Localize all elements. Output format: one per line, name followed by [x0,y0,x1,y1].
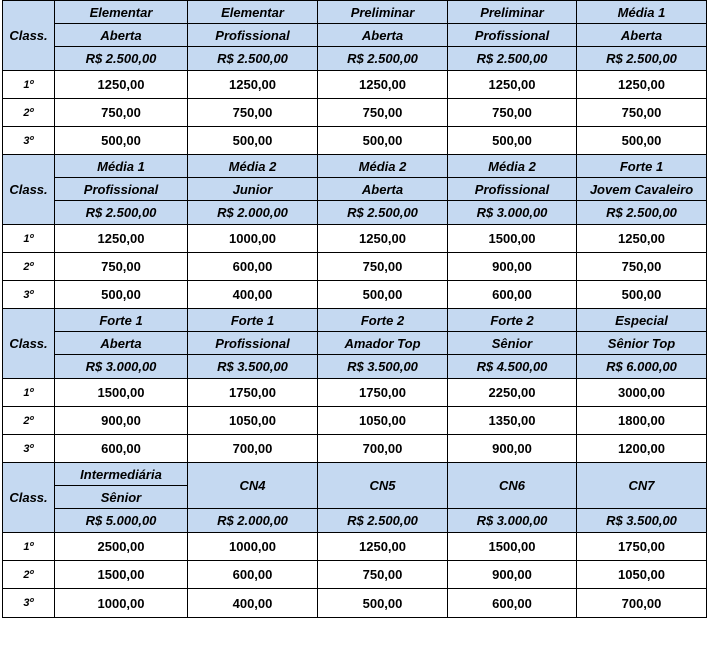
group-total-row [3,355,707,379]
group-total-row [3,509,707,533]
prize-value: 750,00 [318,99,448,127]
prize-value: 1000,00 [188,533,318,561]
category-total: R$ 3.000,00 [448,201,577,225]
class-label: Class. [3,463,55,533]
category-title-line: Forte 1 [188,309,318,332]
category-subtitle-line: Aberta [55,332,188,355]
prize-row [3,71,707,99]
category-subtitle-line: Sênior [448,332,577,355]
place-label: 3º [3,589,55,618]
prize-value: 600,00 [188,561,318,589]
prize-value: 1250,00 [318,225,448,253]
place-label: 2º [3,407,55,435]
prize-row [3,589,707,618]
prize-value: 1500,00 [448,225,577,253]
category-title-line: CN5 [318,463,448,509]
category-subtitle-line: Sênior Top [577,332,707,355]
class-label: Class. [3,309,55,379]
prize-row [3,379,707,407]
prize-value: 1500,00 [55,561,188,589]
table-body [3,1,707,618]
category-total: R$ 2.500,00 [55,47,188,71]
category-total: R$ 4.500,00 [448,355,577,379]
class-label: Class. [3,1,55,71]
prize-value: 700,00 [577,589,707,618]
group-total-row [3,47,707,71]
prize-value: 750,00 [577,253,707,281]
prize-value: 1250,00 [318,533,448,561]
category-subtitle-line: Profissional [55,178,188,201]
prize-value: 1500,00 [55,379,188,407]
prize-value: 500,00 [577,127,707,155]
prize-value: 1000,00 [188,225,318,253]
place-label: 2º [3,561,55,589]
category-subtitle-line: Aberta [577,24,707,47]
prize-value: 1250,00 [55,225,188,253]
prize-value: 1800,00 [577,407,707,435]
prize-value: 1200,00 [577,435,707,463]
prize-value: 1050,00 [318,407,448,435]
category-total: R$ 2.000,00 [188,201,318,225]
place-label: 2º [3,99,55,127]
prize-value: 2250,00 [448,379,577,407]
prize-value: 1250,00 [577,225,707,253]
category-subtitle-line: Aberta [318,24,448,47]
prize-row [3,281,707,309]
group-header-row [3,463,707,486]
prize-value: 1500,00 [448,533,577,561]
prize-value: 1250,00 [448,71,577,99]
prize-value: 1750,00 [318,379,448,407]
category-total: R$ 2.500,00 [318,201,448,225]
category-total: R$ 3.500,00 [188,355,318,379]
prize-value: 1250,00 [55,71,188,99]
category-total: R$ 3.000,00 [448,509,577,533]
category-subtitle-line: Jovem Cavaleiro [577,178,707,201]
prize-value: 750,00 [448,99,577,127]
prize-value: 750,00 [318,561,448,589]
prize-row [3,127,707,155]
prize-value: 500,00 [55,127,188,155]
prize-row [3,561,707,589]
category-total: R$ 2.000,00 [188,509,318,533]
category-title-line: Forte 1 [55,309,188,332]
prize-value: 900,00 [448,435,577,463]
prize-value: 600,00 [55,435,188,463]
category-subtitle-line: Aberta [318,178,448,201]
prize-value: 750,00 [55,99,188,127]
category-title-line: Especial [577,309,707,332]
prize-table [2,0,707,618]
category-title-line: Média 1 [55,155,188,178]
prize-value: 500,00 [448,127,577,155]
category-title-line: Média 1 [577,1,707,24]
category-total: R$ 2.500,00 [577,201,707,225]
prize-value: 600,00 [188,253,318,281]
category-subtitle-line: Junior [188,178,318,201]
prize-value: 750,00 [577,99,707,127]
category-title-line: Forte 2 [318,309,448,332]
group-header-row [3,178,707,201]
category-total: R$ 3.000,00 [55,355,188,379]
category-total: R$ 2.500,00 [318,509,448,533]
group-header-row [3,1,707,24]
prize-value: 900,00 [55,407,188,435]
prize-value: 2500,00 [55,533,188,561]
place-label: 2º [3,253,55,281]
class-label: Class. [3,155,55,225]
category-total: R$ 2.500,00 [318,47,448,71]
category-title-line: CN4 [188,463,318,509]
place-label: 1º [3,533,55,561]
category-total: R$ 3.500,00 [577,509,707,533]
prize-value: 1750,00 [188,379,318,407]
category-title-line: Forte 2 [448,309,577,332]
category-total: R$ 2.500,00 [188,47,318,71]
place-label: 1º [3,71,55,99]
prize-row [3,253,707,281]
category-total: R$ 5.000,00 [55,509,188,533]
prize-value: 750,00 [55,253,188,281]
prize-value: 500,00 [318,589,448,618]
group-header-row [3,24,707,47]
category-title-line: Preliminar [318,1,448,24]
category-title-line: CN6 [448,463,577,509]
prize-value: 700,00 [188,435,318,463]
prize-value: 750,00 [318,253,448,281]
prize-value: 3000,00 [577,379,707,407]
prize-value: 900,00 [448,561,577,589]
prize-value: 1750,00 [577,533,707,561]
prize-value: 1000,00 [55,589,188,618]
prize-value: 700,00 [318,435,448,463]
category-subtitle-line: Profissional [188,332,318,355]
category-subtitle-line: Profissional [448,178,577,201]
prize-value: 600,00 [448,281,577,309]
place-label: 1º [3,225,55,253]
prize-value: 1350,00 [448,407,577,435]
prize-value: 1050,00 [577,561,707,589]
prize-value: 1250,00 [577,71,707,99]
prize-value: 500,00 [188,127,318,155]
prize-value: 1250,00 [188,71,318,99]
category-subtitle-line: Sênior [55,486,188,509]
category-title-line: Intermediária [55,463,188,486]
category-total: R$ 2.500,00 [448,47,577,71]
prize-value: 500,00 [55,281,188,309]
category-title-line: Média 2 [448,155,577,178]
prize-row [3,435,707,463]
prize-value: 900,00 [448,253,577,281]
place-label: 3º [3,127,55,155]
group-total-row [3,201,707,225]
category-title-line: Elementar [55,1,188,24]
prize-value: 400,00 [188,281,318,309]
prize-row [3,533,707,561]
prize-row [3,225,707,253]
category-subtitle-line: Aberta [55,24,188,47]
category-total: R$ 6.000,00 [577,355,707,379]
prize-value: 500,00 [318,281,448,309]
prize-value: 600,00 [448,589,577,618]
prize-value: 400,00 [188,589,318,618]
prize-value: 1250,00 [318,71,448,99]
category-title-line: Média 2 [318,155,448,178]
category-total: R$ 2.500,00 [55,201,188,225]
category-subtitle-line: Profissional [448,24,577,47]
place-label: 1º [3,379,55,407]
group-header-row [3,309,707,332]
category-title-line: Média 2 [188,155,318,178]
category-subtitle-line: Amador Top [318,332,448,355]
category-title-line: Elementar [188,1,318,24]
category-title-line: Preliminar [448,1,577,24]
place-label: 3º [3,281,55,309]
category-title-line: Forte 1 [577,155,707,178]
category-total: R$ 3.500,00 [318,355,448,379]
prize-row [3,407,707,435]
prize-value: 500,00 [577,281,707,309]
prize-value: 750,00 [188,99,318,127]
group-header-row [3,155,707,178]
prize-value: 1050,00 [188,407,318,435]
category-subtitle-line: Profissional [188,24,318,47]
prize-row [3,99,707,127]
group-header-row [3,332,707,355]
category-title-line: CN7 [577,463,707,509]
category-total: R$ 2.500,00 [577,47,707,71]
prize-value: 500,00 [318,127,448,155]
place-label: 3º [3,435,55,463]
